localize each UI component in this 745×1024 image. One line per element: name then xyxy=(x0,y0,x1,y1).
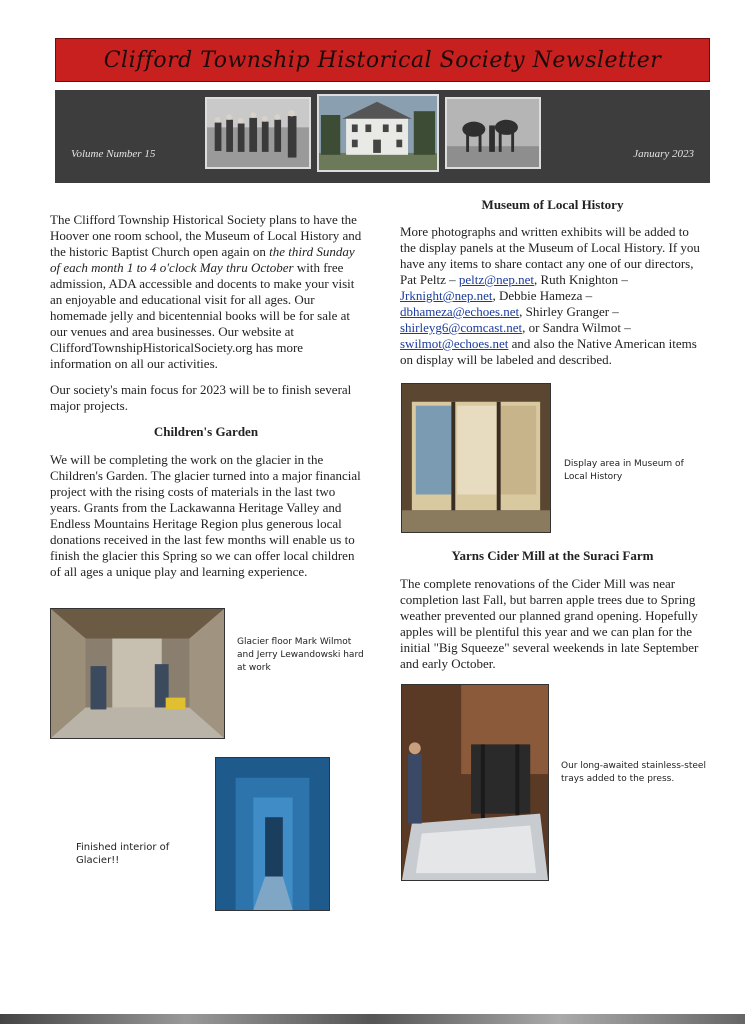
museum-text-c: , Debbie Hameza – xyxy=(492,288,593,303)
scan-edge-strip xyxy=(0,1014,745,1024)
intro-paragraph xyxy=(50,212,362,372)
museum-text-a: More photographs and written exhibits will be added to the display panels at the Museum of Local History. If you have any items to share contact any one of our directors, Pat Peltz – xyxy=(400,224,700,287)
museum-heading: Museum of Local History xyxy=(481,197,624,212)
email-link-peltz[interactable]: peltz@nep.net xyxy=(458,272,534,287)
intro-schedule: the third Sunday of each month 1 to 4 o'clock May thru October xyxy=(50,244,355,275)
email-link-wilmot[interactable]: swilmot@echoes.net xyxy=(400,336,509,351)
email-link-granger[interactable]: shirleyg6@comcast.net xyxy=(400,320,523,335)
cider-section xyxy=(400,548,705,682)
museum-display-photo xyxy=(401,383,551,533)
newsletter-title: Clifford Township Historical Society Newsletter xyxy=(103,47,662,73)
header-photo-band xyxy=(55,90,710,183)
focus-paragraph: Our society's main focus for 2023 will be to finish several major projects. xyxy=(50,382,352,413)
childrens-garden-paragraph: We will be completing the work on the glacier in the Children's Garden. The glacier turned into a major financial project with the rising costs of materials in the last two years. Grants from the Lackawanna Heritage Valley and Endless Mountains Heritage Region plus generous local donations received in the last few months will enable us to finish the glacier this Spring so we can offer local children of all ages a unique play and learning experience. xyxy=(50,452,361,579)
museum-text-b: , Ruth Knighton – xyxy=(534,272,628,287)
email-link-hameza[interactable]: dbhameza@echoes.net xyxy=(400,304,520,319)
glacier-interior-photo xyxy=(215,757,330,911)
museum-text-d: , Shirley Granger – xyxy=(519,304,619,319)
glacier-floor-caption: Glacier floor Mark Wilmot and Jerry Lewandowski hard at work xyxy=(237,637,364,673)
volume-number: Volume Number 15 xyxy=(71,148,156,160)
childrens-garden-heading: Children's Garden xyxy=(153,424,259,439)
horses-photo xyxy=(445,97,541,169)
right-column xyxy=(400,197,705,378)
group-portrait-photo xyxy=(205,97,311,169)
glacier-interior-caption: Finished interior of Glacier!! xyxy=(76,842,170,866)
museum-display-caption: Display area in Museum of Local History xyxy=(564,459,684,482)
intro-text-b: with free admission, ADA accessible and docents to make your visit an enjoyable and educational visit for all ages. Our homemade jelly and bicentennial books will be for sale at our venues and area businesses. Our website at CliffordTownshipHistoricalSociety.org has more information on all our activities. xyxy=(50,260,355,371)
cider-press-caption: Our long-awaited stainless-steel trays added to the press. xyxy=(561,761,706,784)
museum-paragraph xyxy=(400,224,705,368)
email-link-knighton[interactable]: Jrknight@nep.net xyxy=(400,288,493,303)
issue-date: January 2023 xyxy=(633,148,694,160)
glacier-floor-photo xyxy=(50,608,225,739)
cider-mill-paragraph: The complete renovations of the Cider Mill was near completion last Fall, but barren apple trees due to Spring weather prevented our planned grand opening. Hopefully apples will be plentiful this year and we can plan for the initial "Big Squeeze" several weekends in late September and early October. xyxy=(400,576,699,671)
museum-text-e: , or Sandra Wilmot – xyxy=(522,320,631,335)
left-column xyxy=(50,212,362,590)
newsletter-title-banner xyxy=(55,38,710,82)
cider-press-photo xyxy=(401,684,549,881)
house-photo xyxy=(317,94,439,172)
museum-text-f: and also the Native American items on display will be labeled and described. xyxy=(400,336,697,367)
intro-text-a: The Clifford Township Historical Society plans to have the Hoover one room school, the Museum of Local History and the historic Baptist Church open again on xyxy=(50,212,362,259)
cider-mill-heading: Yarns Cider Mill at the Suraci Farm xyxy=(451,548,654,563)
